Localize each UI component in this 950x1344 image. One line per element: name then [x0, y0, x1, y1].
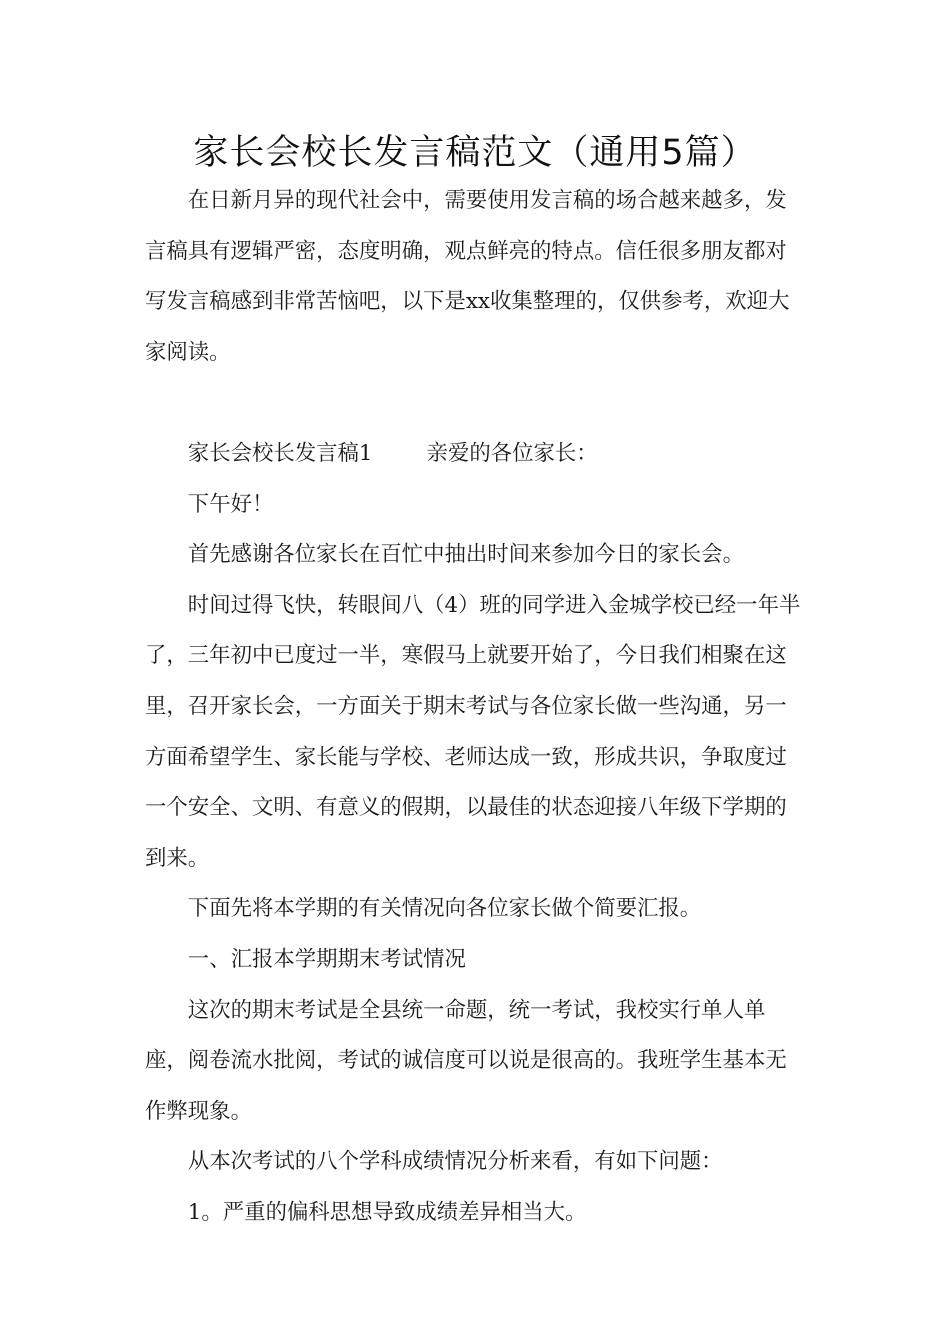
paragraph-gap	[145, 378, 805, 429]
section-heading: 家长会校长发言稿1	[187, 440, 373, 466]
document-title: 家长会校长发言稿范文（通用5篇）	[193, 133, 757, 173]
paragraph: 首先感谢各位家长在百忙中抽出时间来参加今日的家长会。	[187, 542, 744, 568]
paragraph: 从本次考试的八个学科成绩情况分析来看，有如下问题：	[187, 1149, 723, 1175]
subsection-heading: 一、汇报本学期期末考试情况	[187, 946, 466, 972]
intro-paragraph: 在日新月异的现代社会中，需要使用发言稿的场合越来越多，发言稿具有逻辑严密，态度明确，观点鲜亮的特点。信任很多朋友都对写发言稿感到非常苦恼吧，以下是xx收集整理的，仅供参考，欢迎大家阅读。	[145, 188, 790, 365]
greeting: 亲爱的各位家长：	[426, 440, 598, 466]
list-item: 1。严重的偏科思想导致成绩差异相当大。	[187, 1199, 587, 1225]
paragraph: 时间过得飞快，转眼间八（4）班的同学进入金城学校已经一年半了，三年初中已度过一半，寒假马上就要开始了，今日我们相聚在这里，召开家长会，一方面关于期末考试与各位家长做一些沟通，另一方面希望学生、家长能与学校、老师达成一致，形成共识，争取度过一个安全、文明、有意义的假期，以最佳的状态迎接八年级下学期的到来。	[145, 592, 801, 871]
paragraph: 这次的期末考试是全县统一命题，统一考试，我校实行单人单座，阅卷流水批阅，考试的诚信度可以说是很高的。我班学生基本无作弊现象。	[145, 997, 787, 1124]
document-body	[145, 176, 805, 1238]
section-heading-line	[145, 429, 805, 480]
paragraph: 下午好！	[187, 491, 274, 517]
paragraph: 下面先将本学期的有关情况向各位家长做个简要汇报。	[187, 896, 702, 922]
